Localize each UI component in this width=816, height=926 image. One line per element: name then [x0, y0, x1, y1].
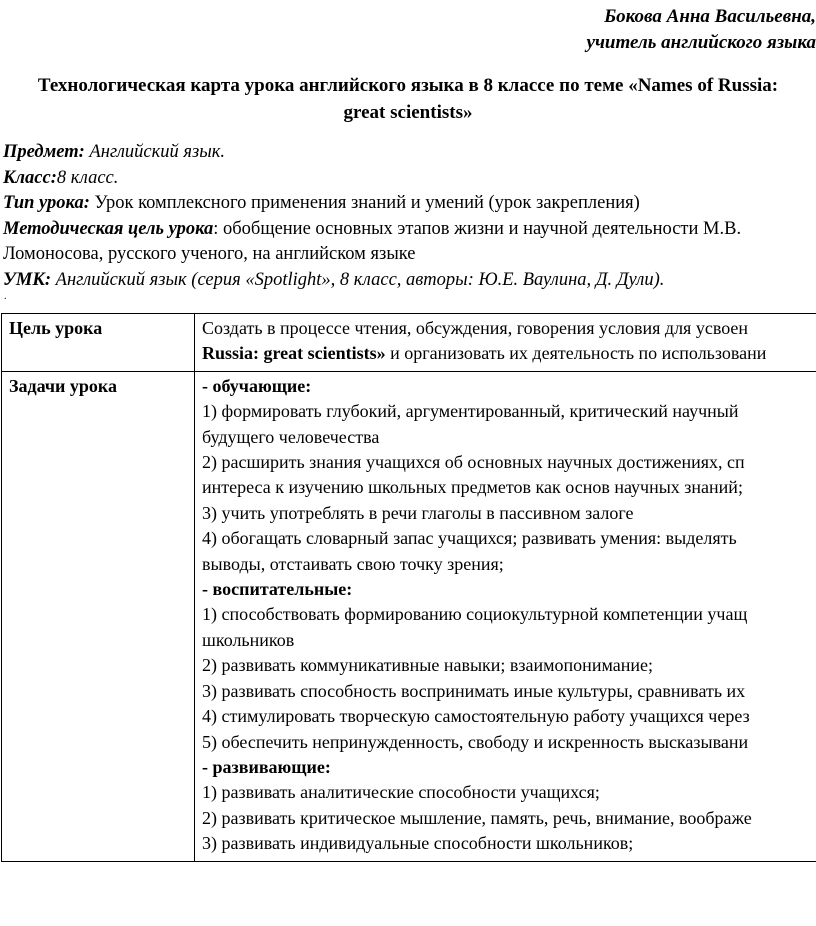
- umk-value: Английский язык (серия «Spotlight», 8 класс, авторы: Ю.Е. Ваулина, Д. Дули).: [51, 269, 665, 290]
- goal-line-2: [202, 341, 816, 366]
- task-line: школьников: [202, 629, 295, 650]
- umk-row: [3, 268, 816, 294]
- task-line: 2) развивать критическое мышление, память, речь, внимание, воображе: [202, 807, 752, 828]
- goal-content-cell: [195, 314, 816, 372]
- task-line: 4) обогащать словарный запас учащихся; развивать умения: выделять: [202, 528, 737, 549]
- task-line: будущего человечества: [202, 426, 380, 447]
- tasks-label-cell: Задачи урока: [2, 371, 195, 861]
- section-heading-educational: - обучающие:: [202, 375, 312, 396]
- task-line: 5) обеспечить непринужденность, свободу и искренность высказывани: [202, 731, 749, 752]
- tasks-content-cell: [195, 371, 816, 861]
- task-line: 4) стимулировать творческую самостоятельную работу учащихся через: [202, 706, 750, 727]
- class-value: 8 класс.: [56, 167, 119, 188]
- class-row: [3, 166, 816, 192]
- lesson-meta: [3, 140, 816, 293]
- stray-mark: .: [4, 291, 7, 302]
- title-line-1: Технологическая карта урока английского языка в 8 классе по теме «Names of Russia:: [37, 75, 779, 96]
- task-line: 2) развивать коммуникативные навыки; взаимопонимание;: [202, 655, 653, 676]
- task-line: 1) формировать глубокий, аргументированный, критический научный: [202, 401, 739, 422]
- method-goal-row: [3, 217, 816, 243]
- goal-line-2-rest: и организовать их деятельность по использовани: [385, 343, 767, 364]
- type-value: Урок комплексного применения знаний и умений (урок закрепления): [89, 193, 640, 213]
- method-goal-value-1: : обобщение основных этапов жизни и научной деятельности М.В.: [213, 218, 742, 239]
- method-goal-label: Методическая цель урока: [3, 218, 214, 239]
- goal-topic: Russia: great scientists»: [202, 343, 386, 364]
- task-line: 1) развивать аналитические способности учащихся;: [202, 782, 600, 803]
- task-line: 2) расширить знания учащихся об основных научных достижениях, сп: [202, 452, 745, 473]
- method-goal-value-2: Ломоносова, русского ученого, на английском языке: [3, 244, 416, 264]
- subject-row: [3, 140, 816, 166]
- umk-label: УМК:: [3, 269, 52, 290]
- goal-label-cell: Цель урока: [2, 314, 195, 372]
- type-row: [3, 191, 816, 217]
- section-heading-upbringing: - воспитательные:: [202, 579, 353, 600]
- subject-label: Предмет:: [3, 142, 85, 162]
- task-line: 3) развивать способность воспринимать иные культуры, сравнивать их: [202, 680, 746, 701]
- method-goal-row-cont: [3, 242, 816, 268]
- class-label: Класс:: [3, 167, 57, 188]
- lesson-table: [1, 313, 816, 862]
- author-block: [416, 4, 816, 56]
- table-row-tasks: [2, 371, 816, 861]
- goal-line-1: Создать в процессе чтения, обсуждения, говорения условия для усвоен: [202, 318, 749, 338]
- task-line: интереса к изучению школьных предметов как основ научных знаний;: [202, 477, 743, 498]
- subject-value: Английский язык.: [84, 142, 226, 162]
- task-line: выводы, отстаивать свою точку зрения;: [202, 553, 504, 574]
- document-title: [0, 72, 816, 126]
- title-line-2: great scientists»: [343, 102, 473, 123]
- author-role: учитель английского языка: [586, 32, 816, 53]
- table-row-goal: [2, 314, 816, 372]
- task-line: 3) учить употреблять в речи глаголы в пассивном залоге: [202, 502, 634, 523]
- section-heading-developing: - развивающие:: [202, 756, 331, 777]
- task-line: 1) способствовать формированию социокультурной компетенции учащ: [202, 604, 748, 625]
- author-name: Бокова Анна Васильевна,: [604, 6, 816, 27]
- type-label: Тип урока:: [3, 193, 90, 213]
- task-line: 3) развивать индивидуальные способности школьников;: [202, 833, 634, 854]
